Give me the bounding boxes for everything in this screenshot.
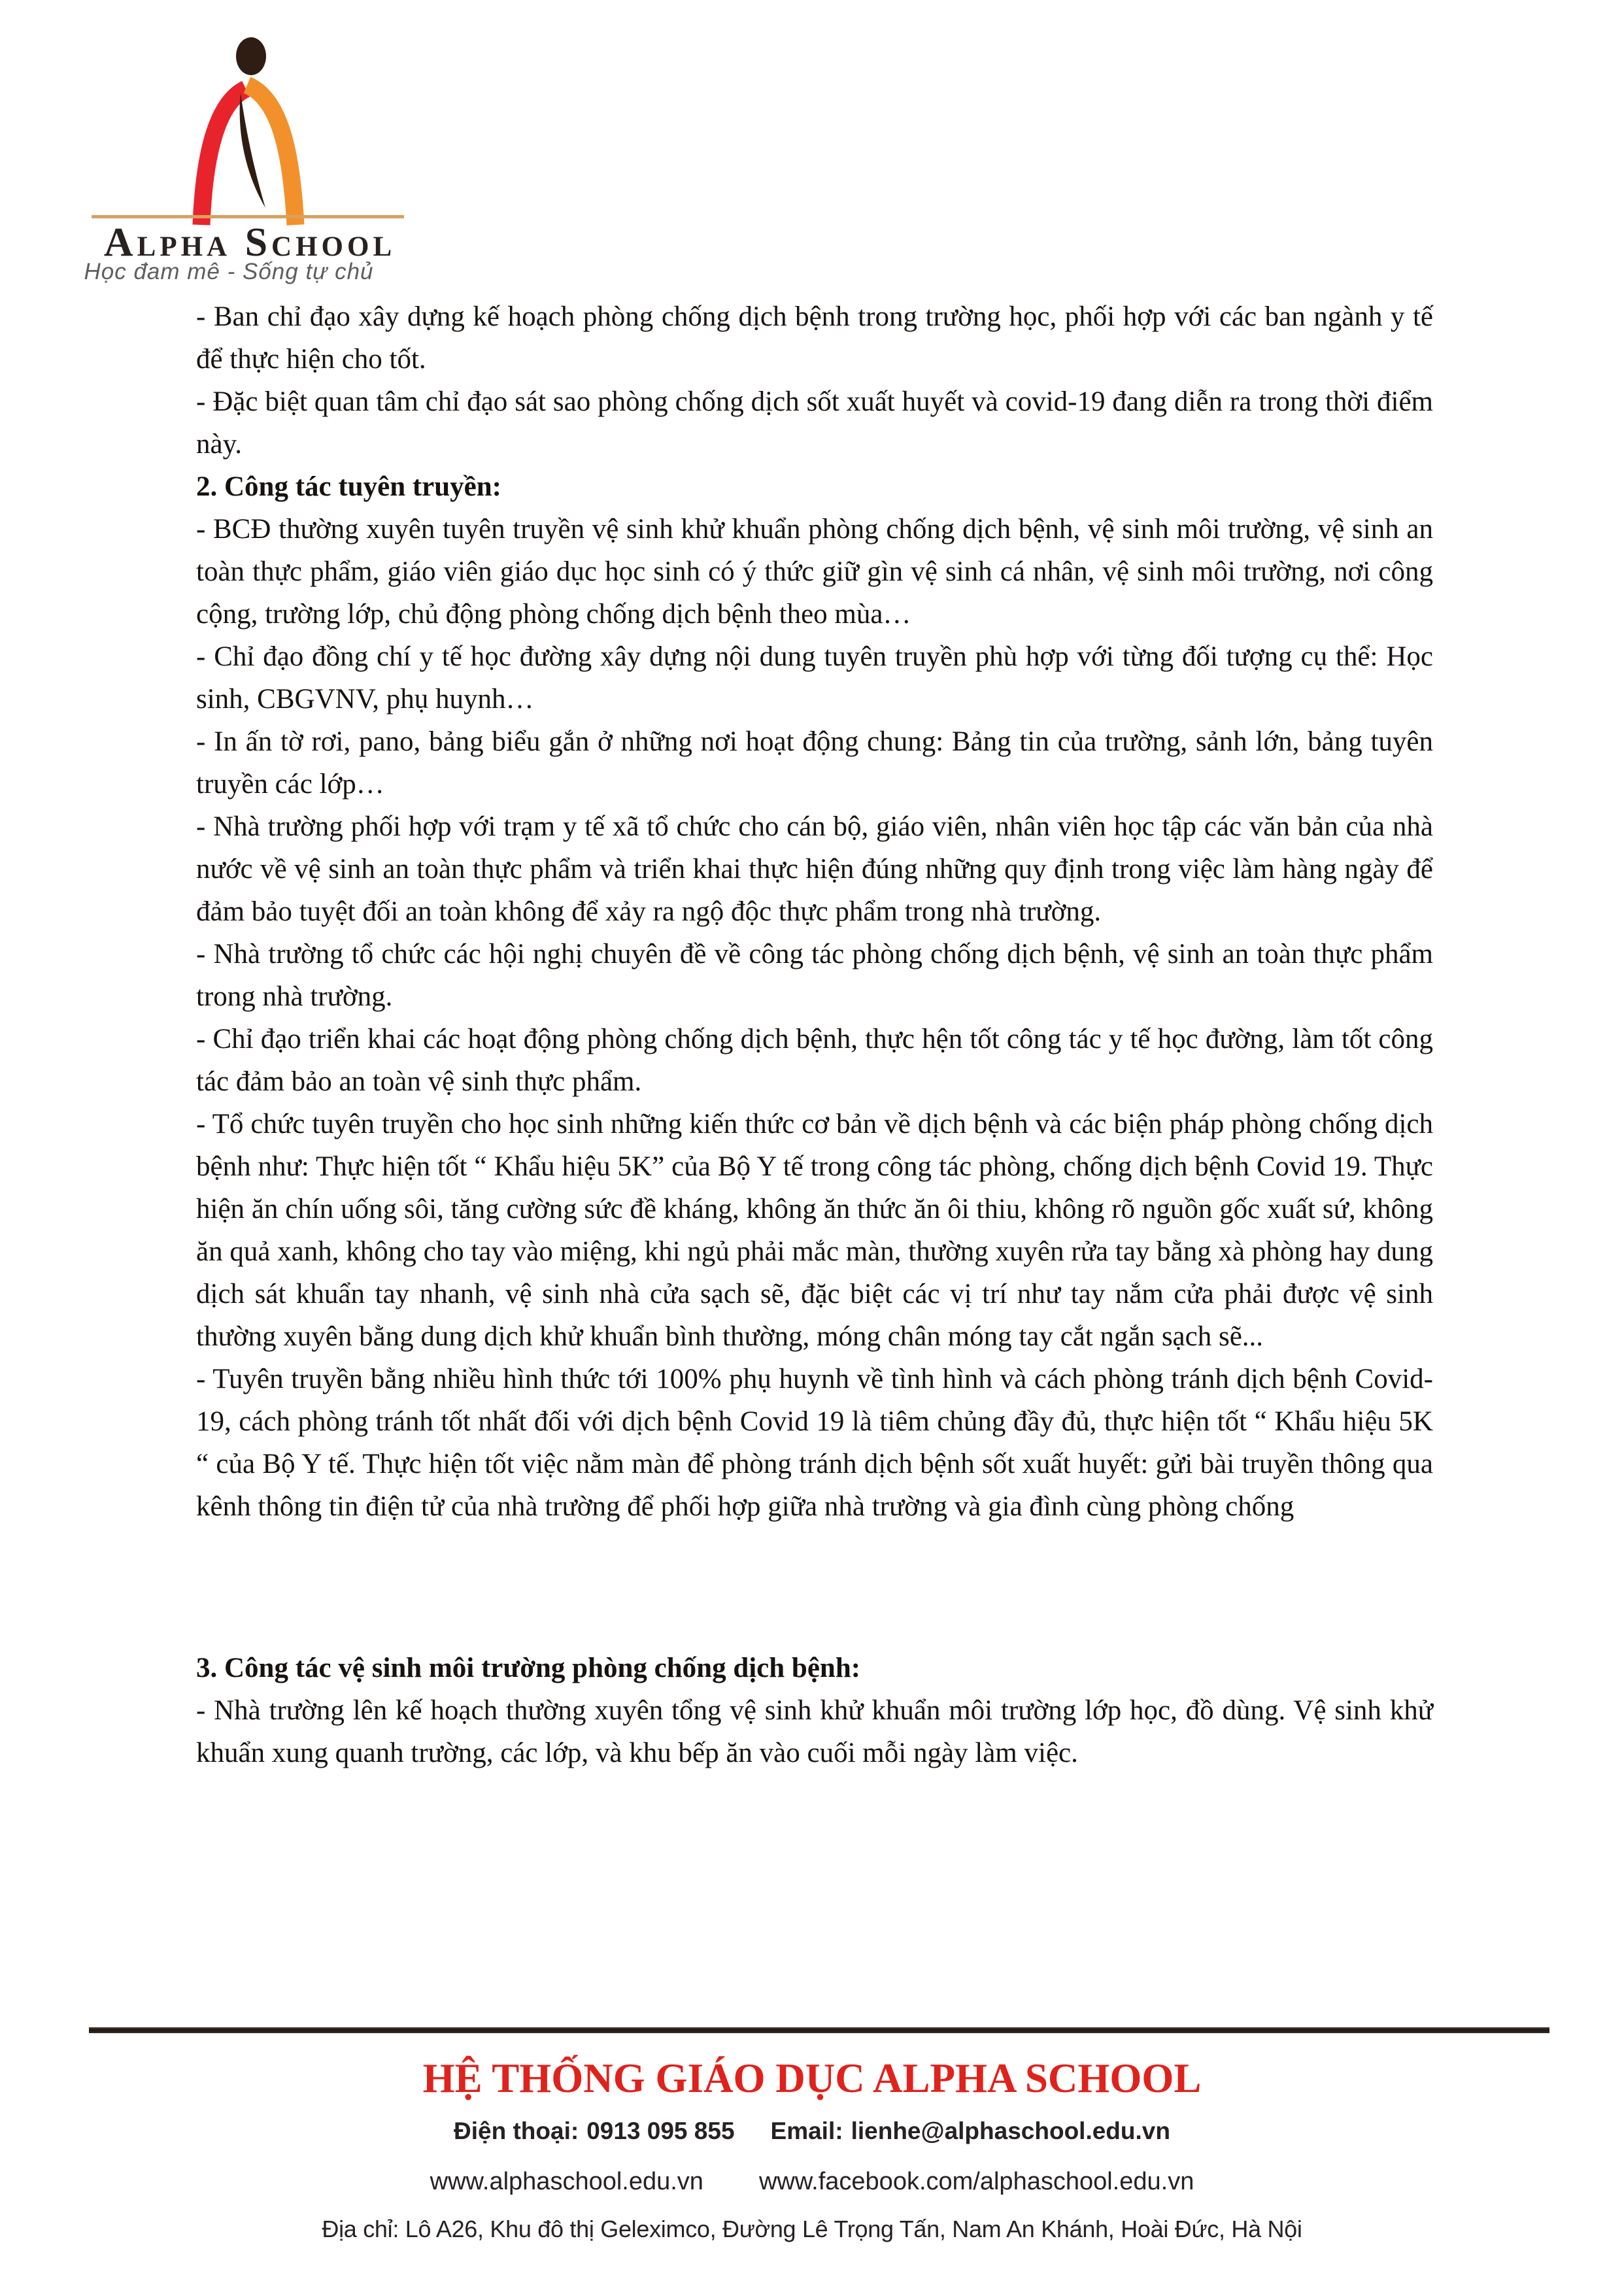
logo-tagline: Học đam mê - Sống tự chủ	[84, 259, 374, 284]
footer-address: Địa chỉ: Lô A26, Khu đô thị Geleximco, Đường Lê Trọng Tấn, Nam An Khánh, Hoài Đức, Hà Nội	[322, 2216, 1302, 2243]
body-paragraph: - Nhà trường lên kế hoạch thường xuyên tổng vệ sinh khử khuẩn môi trường lớp học, đồ dùng. Vệ sinh khử khuẩn xung quanh trường, các lớp, và khu bếp ăn vào cuối mỗi ngày làm việc.	[196, 1695, 1433, 1768]
footer-org-name: HỆ THỐNG GIÁO DỤC ALPHA SCHOOL	[422, 2055, 1202, 2101]
body-paragraph: - Chỉ đạo đồng chí y tế học đường xây dựng nội dung tuyên truyền phù hợp với từng đối tượng cụ thể: Học sinh, CBGVNV, phụ huynh…	[196, 641, 1433, 715]
footer-website-link[interactable]: www.alphaschool.edu.vn	[430, 2167, 703, 2195]
footer-phone	[454, 2117, 735, 2146]
body-paragraph: - BCĐ thường xuyên tuyên truyền vệ sinh khử khuẩn phòng chống dịch bệnh, vệ sinh môi trường, vệ sinh an toàn thực phẩm, giáo viên giáo dục học sinh có ý thức giữ gìn vệ sinh cá nhân, vệ sinh môi trường, nơi công cộng, trường lớp, chủ động phòng chống dịch bệnh theo mùa…	[196, 514, 1433, 630]
footer-email	[771, 2117, 1170, 2146]
body-paragraph: - Nhà trường phối hợp với trạm y tế xã tổ chức cho cán bộ, giáo viên, nhân viên học tập các văn bản của nhà nước về vệ sinh an toàn thực phẩm và triển khai thực hiện đúng những quy định trong việc làm hàng ngày để đảm bảo tuyệt đối an toàn không để xảy ra ngộ độc thực phẩm trong nhà trường.	[196, 811, 1433, 927]
footer-facebook-link[interactable]: www.facebook.com/alphaschool.edu.vn	[758, 2167, 1194, 2195]
body-paragraph: - Đặc biệt quan tâm chỉ đạo sát sao phòng chống dịch sốt xuất huyết và covid-19 đang diễn ra trong thời điểm này.	[196, 386, 1433, 460]
logo-underline	[92, 215, 404, 218]
footer-phone-label: Điện thoại:	[454, 2117, 579, 2145]
footer-phone-value: 0913 095 855	[586, 2117, 735, 2145]
document-body	[196, 295, 1433, 1774]
body-paragraph: - Ban chỉ đạo xây dựng kế hoạch phòng chống dịch bệnh trong trường học, phối hợp với các ban ngành y tế để thực hiện cho tốt.	[196, 301, 1433, 375]
footer-email-value[interactable]: lienhe@alphaschool.edu.vn	[851, 2117, 1170, 2145]
footer-divider	[89, 2027, 1549, 2033]
body-paragraph: - Chỉ đạo triển khai các hoạt động phòng chống dịch bệnh, thực hện tốt công tác y tế học đường, làm tốt công tác đảm bảo an toàn vệ sinh thực phẩm.	[196, 1024, 1433, 1097]
footer-email-label: Email:	[770, 2117, 843, 2145]
logo-figure-icon	[188, 30, 309, 230]
section-heading: 2. Công tác tuyên truyền:	[196, 471, 501, 502]
footer-contact-row	[454, 2117, 1170, 2146]
body-paragraph: - Tuyên truyền bằng nhiều hình thức tới 100% phụ huynh về tình hình và cách phòng tránh dịch bệnh Covid-19, cách phòng tránh tốt nhất đối với dịch bệnh Covid 19 là tiêm chủng đầy đủ, thực hiện tốt “ Khẩu hiệu 5K “ của Bộ Y tế. Thực hiện tốt việc nằm màn để phòng tránh dịch bệnh sốt xuất huyết: gửi bài truyền thông qua kênh thông tin điện tử của nhà trường để phối hợp giữa nhà trường và gia đình cùng phòng chống	[196, 1364, 1433, 1522]
body-paragraph: - In ấn tờ rơi, pano, bảng biểu gắn ở những nơi hoạt động chung: Bảng tin của trường, sảnh lớn, bảng tuyên truyền các lớp…	[196, 726, 1433, 800]
page-footer	[0, 2057, 1624, 2243]
logo-wordmark: Alpha School	[103, 220, 396, 265]
body-paragraph: - Tổ chức tuyên truyền cho học sinh những kiến thức cơ bản về dịch bệnh và các biện pháp phòng chống dịch bệnh như: Thực hiện tốt “ Khẩu hiệu 5K” của Bộ Y tế trong công tác phòng, chống dịch bệnh Covid 19. Thực hiện ăn chín uống sôi, tăng cường sức đề kháng, không ăn thức ăn ôi thiu, không rõ nguồn gốc xuất sứ, không ăn quả xanh, không cho tay vào miệng, khi ngủ phải mắc màn, thường xuyên rửa tay bằng xà phòng hay dung dịch sát khuẩn tay nhanh, vệ sinh nhà cửa sạch sẽ, đặc biệt các vị trí như tay nắm cửa phải được vệ sinh thường xuyên bằng dung dịch khử khuẩn bình thường, móng chân móng tay cắt ngắn sạch sẽ...	[196, 1109, 1433, 1352]
section-heading: 3. Công tác vệ sinh môi trường phòng chống dịch bệnh:	[196, 1653, 861, 1683]
footer-links-row	[430, 2167, 1194, 2197]
body-paragraph: - Nhà trường tổ chức các hội nghị chuyên đề về công tác phòng chống dịch bệnh, vệ sinh an toàn thực phẩm trong nhà trường.	[196, 939, 1433, 1012]
